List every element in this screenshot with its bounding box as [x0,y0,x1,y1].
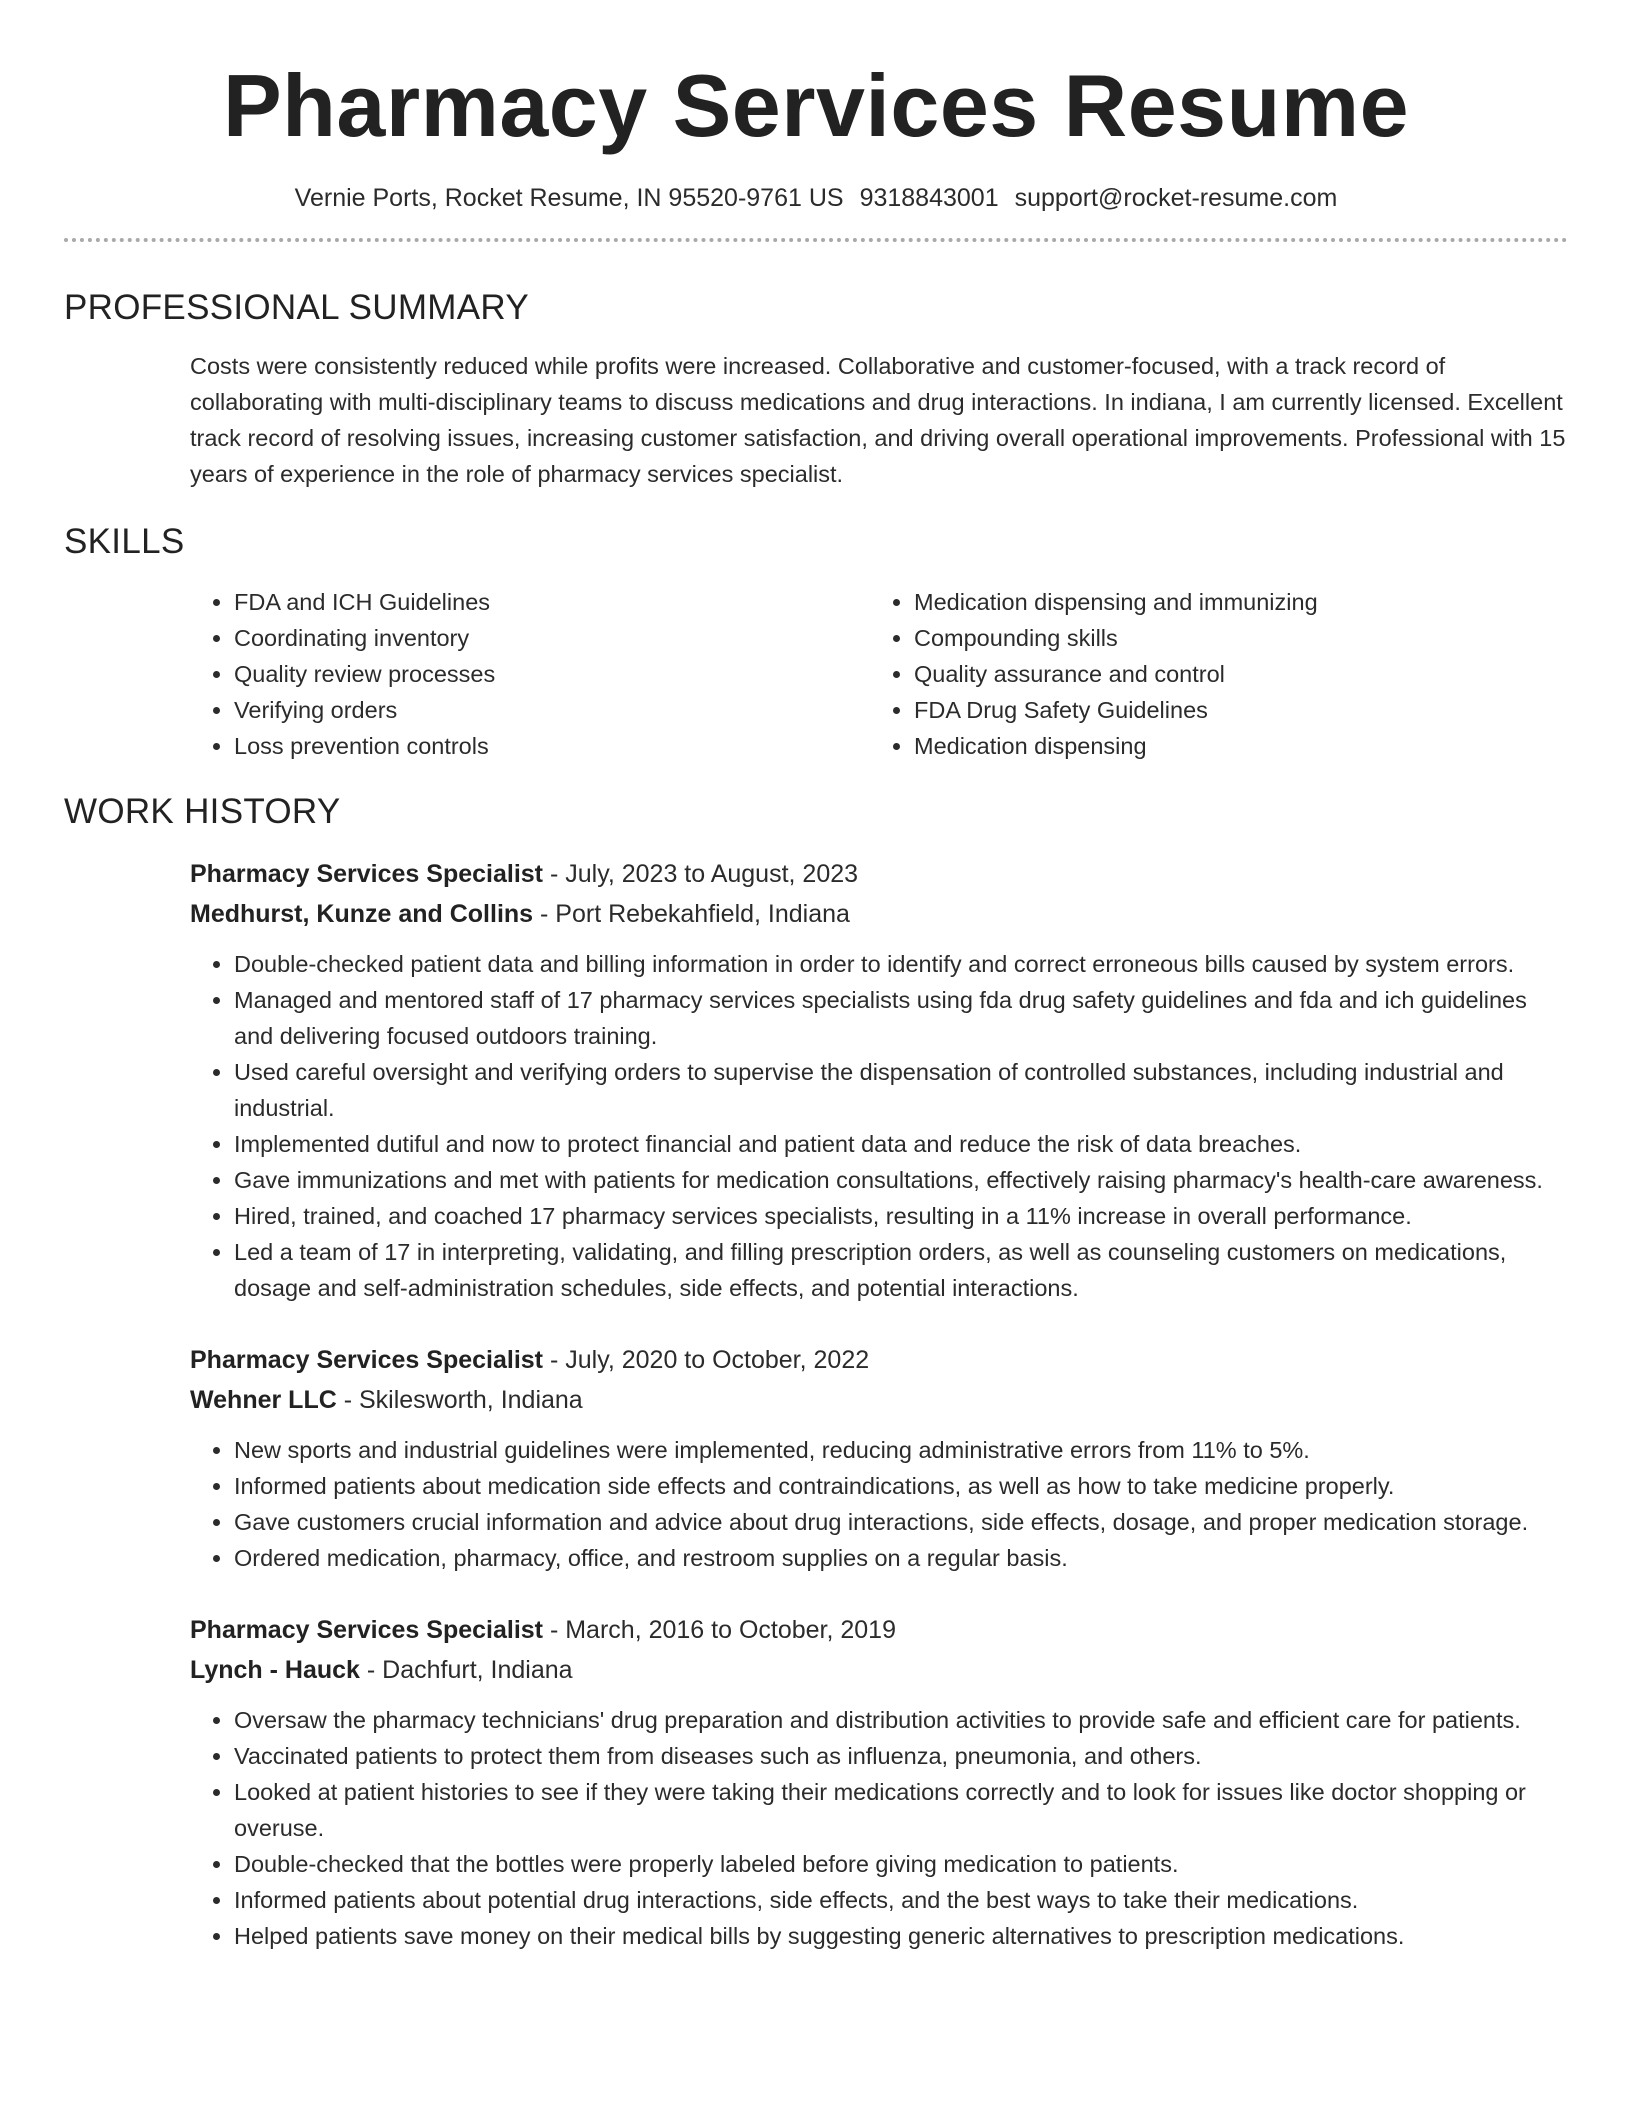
skill-item: • Quality review processes [234,656,870,692]
job-bullet: • Ordered medication, pharmacy, office, and restroom supplies on a regular basis. [234,1540,1568,1576]
work-history-heading: WORK HISTORY [64,792,341,831]
skill-item: • Quality assurance and control [914,656,1318,692]
summary-section [64,286,1568,492]
job-bullet: • Informed patients about medication side effects and contraindications, as well as how to take medicine properly. [234,1468,1568,1504]
job-title-line [190,854,1568,894]
job-bullet: • New sports and industrial guidelines were implemented, reducing administrative errors from 11% to 5%. [234,1432,1568,1468]
job-company: Medhurst, Kunze and Collins [190,900,534,928]
job-bullets [190,946,1568,1306]
job-bullet: • Led a team of 17 in interpreting, validating, and filling prescription orders, as well as counseling customers on medications, dosage and self-administration schedules, side effects, and potential interactions. [234,1234,1568,1306]
job-title: Pharmacy Services Specialist [190,860,544,888]
job-bullets [190,1702,1568,1954]
job-location: - Skilesworth, Indiana [336,1386,583,1414]
work-history-section [64,790,1568,1954]
resume-page [64,0,1568,1954]
skill-item: • Compounding skills [914,620,1318,656]
job-bullet: • Gave customers crucial information and advice about drug interactions, side effects, dosage, and proper medication storage. [234,1504,1568,1540]
job-entry [190,1610,1568,1954]
skill-item: • Medication dispensing and immunizing [914,584,1318,620]
job-title-line [190,1610,1568,1650]
skills-section [64,520,1568,764]
job-bullet: • Informed patients about potential drug interactions, side effects, and the best ways to take their medications. [234,1882,1568,1918]
job-bullets [190,1432,1568,1576]
contact-address: Vernie Ports, Rocket Resume, IN 95520-9761 US [294,184,844,212]
contact-phone: 9318843001 [859,184,999,212]
job-company-line [190,1380,1568,1420]
job-location: - Dachfurt, Indiana [359,1656,573,1684]
job-bullet: • Gave immunizations and met with patients for medication consultations, effectively raising pharmacy's health-care awareness. [234,1162,1568,1198]
job-bullet: • Helped patients save money on their medical bills by suggesting generic alternatives to prescription medications. [234,1918,1568,1954]
skill-item: • Verifying orders [234,692,870,728]
skills-column-1 [190,584,870,764]
skill-item: • FDA and ICH Guidelines [234,584,870,620]
job-bullet: • Double-checked patient data and billing information in order to identify and correct erroneous bills caused by system errors. [234,946,1568,982]
skills-columns [190,584,1568,764]
job-bullet: • Vaccinated patients to protect them from diseases such as influenza, pneumonia, and others. [234,1738,1568,1774]
skill-item: • FDA Drug Safety Guidelines [914,692,1318,728]
summary-text: Costs were consistently reduced while profits were increased. Collaborative and customer-focused, with a track record of collaborating with multi-disciplinary teams to discuss medications and drug interactions. In indiana, I am currently licensed. Excellent track record of resolving issues, increasing customer satisfaction, and driving overall operational improvements. Professional with 15 years of experience in the role of pharmacy services specialist. [190,353,1566,487]
job-location: - Port Rebekahfield, Indiana [533,900,850,928]
resume-title: Pharmacy Services Resume [222,56,1410,155]
job-bullet: • Used careful oversight and verifying orders to supervise the dispensation of controlled substances, including industrial and industrial. [234,1054,1568,1126]
skills-column-2 [870,584,1318,764]
contact-email: support@rocket-resume.com [1014,184,1338,212]
skill-item: • Medication dispensing [914,728,1318,764]
header-divider [64,238,1568,242]
job-entry [190,854,1568,1306]
skill-item: • Coordinating inventory [234,620,870,656]
job-bullet: • Hired, trained, and coached 17 pharmacy services specialists, resulting in a 11% increase in overall performance. [234,1198,1568,1234]
skills-heading: SKILLS [64,522,185,561]
job-company-line [190,894,1568,934]
job-bullet: • Looked at patient histories to see if they were taking their medications correctly and to look for issues like doctor shopping or overuse. [234,1774,1568,1846]
job-title-line [190,1340,1568,1380]
job-bullet: • Double-checked that the bottles were properly labeled before giving medication to patients. [234,1846,1568,1882]
job-dates: - July, 2023 to August, 2023 [543,860,859,888]
job-company: Wehner LLC [190,1386,337,1414]
job-title: Pharmacy Services Specialist [190,1616,544,1644]
job-dates: - July, 2020 to October, 2022 [543,1346,870,1374]
job-bullet: • Managed and mentored staff of 17 pharmacy services specialists using fda drug safety guidelines and fda and ich guidelines and delivering focused outdoors training. [234,982,1568,1054]
job-title: Pharmacy Services Specialist [190,1346,544,1374]
skill-item: • Loss prevention controls [234,728,870,764]
job-company-line [190,1650,1568,1690]
job-company: Lynch - Hauck [190,1656,360,1684]
contact-line [64,182,1568,214]
job-bullet: • Oversaw the pharmacy technicians' drug preparation and distribution activities to provide safe and efficient care for patients. [234,1702,1568,1738]
job-bullet: • Implemented dutiful and now to protect financial and patient data and reduce the risk of data breaches. [234,1126,1568,1162]
summary-heading: PROFESSIONAL SUMMARY [64,288,529,327]
job-entry [190,1340,1568,1576]
job-dates: - March, 2016 to October, 2019 [543,1616,896,1644]
